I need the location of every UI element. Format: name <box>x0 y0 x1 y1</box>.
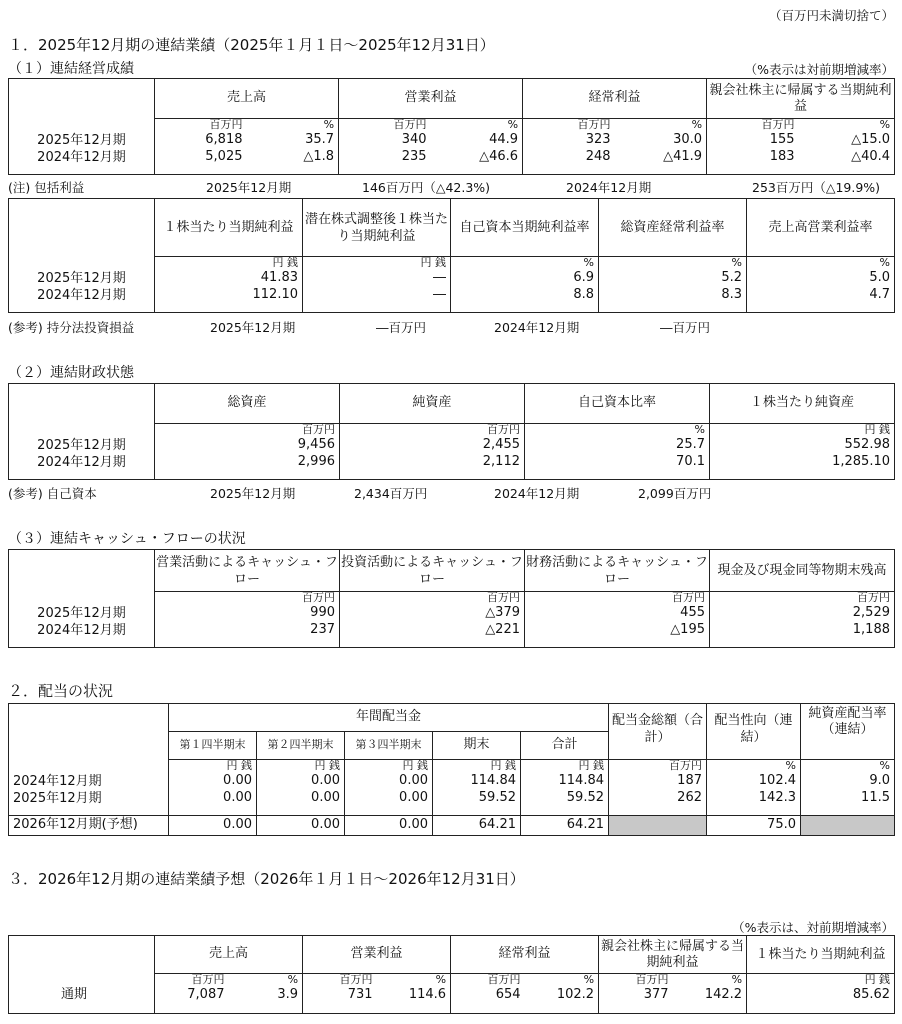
value-cell: △41.9 <box>663 149 703 164</box>
value-cell: 552.98 <box>844 437 890 452</box>
forecast-blank-cell <box>801 816 895 836</box>
value-cell: △195 <box>670 622 705 637</box>
value-cell: 990 <box>310 605 335 620</box>
unit-label: 円 銭 <box>402 759 428 772</box>
header-investing-cf: 投資活動によるキャッシュ・フロー <box>340 550 525 592</box>
unit-label: 百万円 <box>209 118 243 131</box>
value-cell: 85.62 <box>852 987 891 1002</box>
equity-method-label: (参考) 持分法投資損益 <box>8 320 135 335</box>
unit-label: % <box>583 973 595 986</box>
value-cell: 340 <box>401 132 427 147</box>
value-cell: 187 <box>677 773 702 788</box>
value-cell: △46.6 <box>479 149 519 164</box>
equity-value: 2,434百万円 <box>354 486 428 501</box>
value-cell: 59.52 <box>566 790 604 805</box>
header-operating-cf: 営業活動によるキャッシュ・フロー <box>155 550 340 592</box>
value-cell: 114.6 <box>408 987 447 1002</box>
header-operating-margin: 売上高営業利益率 <box>747 199 895 257</box>
unit-label: 百万円 <box>857 591 890 604</box>
value-cell: 2,996 <box>297 454 335 469</box>
value-cell: 59.52 <box>478 790 516 805</box>
value-cell: 44.9 <box>489 132 519 147</box>
section1-title: １．2025年12月期の連結業績（2025年１月１日～2025年12月31日） <box>8 36 495 54</box>
value-cell: △1.8 <box>303 149 335 164</box>
forecast-header-net-income: 親会社株主に帰属する当期純利益 <box>599 936 747 974</box>
value-cell: 112.10 <box>252 287 298 302</box>
header-diluted-eps: 潜在株式調整後１株当たり当期純利益 <box>303 199 451 257</box>
rounding-note: （百万円未満切捨て） <box>768 8 894 23</box>
value-cell: 2,112 <box>482 454 520 469</box>
unit-label: 円 銭 <box>272 256 298 269</box>
unit-label: % <box>691 118 703 131</box>
financial-position-title: （２）連結財政状態 <box>8 365 134 381</box>
value-cell: 0.00 <box>311 773 340 788</box>
unit-label: 百万円 <box>761 118 795 131</box>
value-cell: 0.00 <box>345 816 433 836</box>
value-cell: 25.7 <box>676 437 705 452</box>
value-cell: 262 <box>677 790 702 805</box>
unit-label: 円 銭 <box>226 759 252 772</box>
unit-label: 百万円 <box>393 118 427 131</box>
value-cell: 455 <box>680 605 705 620</box>
unit-label: % <box>694 423 705 436</box>
unit-label: 百万円 <box>487 591 520 604</box>
equity-label: (参考) 自己資本 <box>8 486 97 501</box>
value-cell: 64.21 <box>433 816 521 836</box>
value-cell: 64.21 <box>521 816 609 836</box>
header-total: 合計 <box>521 732 609 760</box>
period-label: 2024年12月期 <box>13 773 102 789</box>
value-cell: △221 <box>485 622 520 637</box>
value-cell: 102.2 <box>556 987 595 1002</box>
unit-label: 百万円 <box>487 423 520 436</box>
value-cell: △40.4 <box>851 149 891 164</box>
header-cash-balance: 現金及び現金同等物期末残高 <box>710 550 895 592</box>
unit-label: 円 銭 <box>578 759 604 772</box>
value-cell: 0.00 <box>399 773 428 788</box>
value-cell: 0.00 <box>169 816 257 836</box>
header-net-assets: 純資産 <box>340 384 525 424</box>
unit-label: 百万円 <box>635 973 669 986</box>
forecast-header-sales: 売上高 <box>155 936 303 974</box>
value-cell: 30.0 <box>673 132 703 147</box>
equity-period: 2024年12月期 <box>494 486 580 501</box>
unit-label: 百万円 <box>302 591 335 604</box>
unit-label: % <box>879 118 891 131</box>
value-cell: 654 <box>495 987 521 1002</box>
unit-label: % <box>507 118 519 131</box>
period-label: 2025年12月期 <box>37 437 126 453</box>
equity-method-value: ―百万円 <box>660 320 711 335</box>
unit-label: 百万円 <box>669 759 702 772</box>
unit-label: 百万円 <box>339 973 373 986</box>
period-label: 2025年12月期 <box>37 605 126 621</box>
comprehensive-income-label: (注) 包括利益 <box>8 180 85 195</box>
value-cell: 0.00 <box>223 773 252 788</box>
value-cell: 0.00 <box>223 790 252 805</box>
cash-flow-title: （３）連結キャッシュ・フローの状況 <box>8 531 246 547</box>
value-cell: 377 <box>643 987 669 1002</box>
header-payout-ratio: 配当性向（連結） <box>707 704 801 760</box>
forecast-header-eps: １株当たり当期純利益 <box>747 936 895 974</box>
unit-label: % <box>731 973 743 986</box>
value-cell: 323 <box>585 132 611 147</box>
comprehensive-income-value: 253百万円（△19.9%) <box>752 180 881 195</box>
header-operating-income: 営業利益 <box>339 79 523 119</box>
value-cell: 4.7 <box>869 287 890 302</box>
value-cell: 70.1 <box>676 454 705 469</box>
header-q2: 第２四半期末 <box>257 732 345 760</box>
header-annual-dividend: 年間配当金 <box>169 704 609 732</box>
value-cell: 114.84 <box>558 773 604 788</box>
value-cell: 8.3 <box>721 287 742 302</box>
header-eps: １株当たり当期純利益 <box>155 199 303 257</box>
period-label: 2025年12月期 <box>37 270 126 286</box>
value-cell: 35.7 <box>305 132 335 147</box>
header-q3: 第３四半期末 <box>345 732 433 760</box>
header-total-assets: 総資産 <box>155 384 340 424</box>
unit-label: 円 銭 <box>420 256 446 269</box>
value-cell: 3.9 <box>277 987 299 1002</box>
equity-method-period: 2025年12月期 <box>210 320 296 335</box>
unit-label: 円 銭 <box>314 759 340 772</box>
unit-label: % <box>879 759 890 772</box>
comprehensive-income-period: 2024年12月期 <box>566 180 652 195</box>
value-cell: 142.2 <box>704 987 743 1002</box>
value-cell: ― <box>433 287 446 302</box>
per-share-table <box>8 198 895 313</box>
equity-value: 2,099百万円 <box>638 486 712 501</box>
value-cell: 237 <box>310 622 335 637</box>
header-year-end: 期末 <box>433 732 521 760</box>
unit-label: % <box>879 256 890 269</box>
unit-label: % <box>323 118 335 131</box>
value-cell: 9,456 <box>297 437 335 452</box>
value-cell: 75.0 <box>707 816 801 836</box>
value-cell: 1,285.10 <box>832 454 890 469</box>
value-cell: 114.84 <box>470 773 516 788</box>
value-cell: 5,025 <box>205 149 243 164</box>
section3-title: ３．2026年12月期の連結業績予想（2026年１月１日～2026年12月31日） <box>8 870 525 888</box>
value-cell: 41.83 <box>260 270 298 285</box>
value-cell: 6.9 <box>573 270 594 285</box>
unit-label: 百万円 <box>191 973 225 986</box>
value-cell: 235 <box>401 149 427 164</box>
header-bps: １株当たり純資産 <box>710 384 895 424</box>
financial-position-table <box>8 383 895 480</box>
period-label: 2024年12月期 <box>37 622 126 638</box>
unit-label: % <box>785 759 796 772</box>
cash-flow-table <box>8 549 895 648</box>
value-cell: 1,188 <box>852 622 890 637</box>
value-cell: 0.00 <box>399 790 428 805</box>
forecast-header-operating-income: 営業利益 <box>303 936 451 974</box>
value-cell: 248 <box>585 149 611 164</box>
value-cell: 7,087 <box>187 987 225 1002</box>
unit-label: 円 銭 <box>864 423 890 436</box>
period-label: 2024年12月期 <box>37 149 126 165</box>
value-cell: 0.00 <box>311 790 340 805</box>
section2-title: ２．配当の状況 <box>8 682 114 700</box>
unit-label: % <box>731 256 742 269</box>
equity-period: 2025年12月期 <box>210 486 296 501</box>
value-cell: 11.5 <box>861 790 890 805</box>
unit-label: 百万円 <box>302 423 335 436</box>
period-label: 2025年12月期 <box>37 132 126 148</box>
value-cell: 9.0 <box>869 773 890 788</box>
value-cell: △15.0 <box>851 132 891 147</box>
pct-note: （%表示は対前期増減率） <box>744 62 894 77</box>
value-cell: 731 <box>347 987 373 1002</box>
period-label: 2025年12月期 <box>13 790 102 806</box>
header-financing-cf: 財務活動によるキャッシュ・フロー <box>525 550 710 592</box>
equity-method-period: 2024年12月期 <box>494 320 580 335</box>
comprehensive-income-value: 146百万円（△42.3%) <box>362 180 491 195</box>
comprehensive-income-period: 2025年12月期 <box>206 180 292 195</box>
period-label: 2024年12月期 <box>37 454 126 470</box>
value-cell: 5.2 <box>721 270 742 285</box>
equity-method-value: ―百万円 <box>376 320 427 335</box>
unit-label: % <box>583 256 594 269</box>
value-cell: 8.8 <box>573 287 594 302</box>
forecast-blank-cell <box>609 816 707 836</box>
unit-label: 円 銭 <box>490 759 516 772</box>
value-cell: 0.00 <box>257 816 345 836</box>
unit-label: % <box>435 973 447 986</box>
operating-results-table <box>8 78 895 175</box>
unit-label: 百万円 <box>672 591 705 604</box>
header-dividend-total: 配当金総額（合計） <box>609 704 707 760</box>
value-cell: 183 <box>769 149 795 164</box>
value-cell: 6,818 <box>205 132 243 147</box>
value-cell: 5.0 <box>869 270 890 285</box>
period-label-forecast: 2026年12月期(予想) <box>9 816 169 836</box>
forecast-table <box>8 935 895 1014</box>
header-equity-ratio: 自己資本比率 <box>525 384 710 424</box>
unit-label: 百万円 <box>577 118 611 131</box>
value-cell: 155 <box>769 132 795 147</box>
operating-results-title: （１）連結経営成績 <box>8 61 134 77</box>
forecast-pct-note: （%表示は、対前期増減率） <box>732 920 894 935</box>
period-label: 2024年12月期 <box>37 287 126 303</box>
forecast-header-ordinary-income: 経常利益 <box>451 936 599 974</box>
unit-label: % <box>287 973 299 986</box>
value-cell: 102.4 <box>758 773 796 788</box>
value-cell: ― <box>433 270 446 285</box>
value-cell: △379 <box>485 605 520 620</box>
value-cell: 142.3 <box>758 790 796 805</box>
unit-label: 円 銭 <box>864 973 891 986</box>
header-roa: 総資産経常利益率 <box>599 199 747 257</box>
row-label-header <box>9 79 155 119</box>
value-cell: 2,455 <box>482 437 520 452</box>
header-net-income: 親会社株主に帰属する当期純利益 <box>707 79 895 119</box>
value-cell: 2,529 <box>852 605 890 620</box>
header-ordinary-income: 経常利益 <box>523 79 707 119</box>
header-sales: 売上高 <box>155 79 339 119</box>
forecast-period-label: 通期 <box>9 974 155 1014</box>
unit-label: 百万円 <box>487 973 521 986</box>
dividend-table <box>8 703 895 836</box>
header-doe: 純資産配当率（連結） <box>801 704 895 760</box>
header-q1: 第１四半期末 <box>169 732 257 760</box>
header-roe: 自己資本当期純利益率 <box>451 199 599 257</box>
